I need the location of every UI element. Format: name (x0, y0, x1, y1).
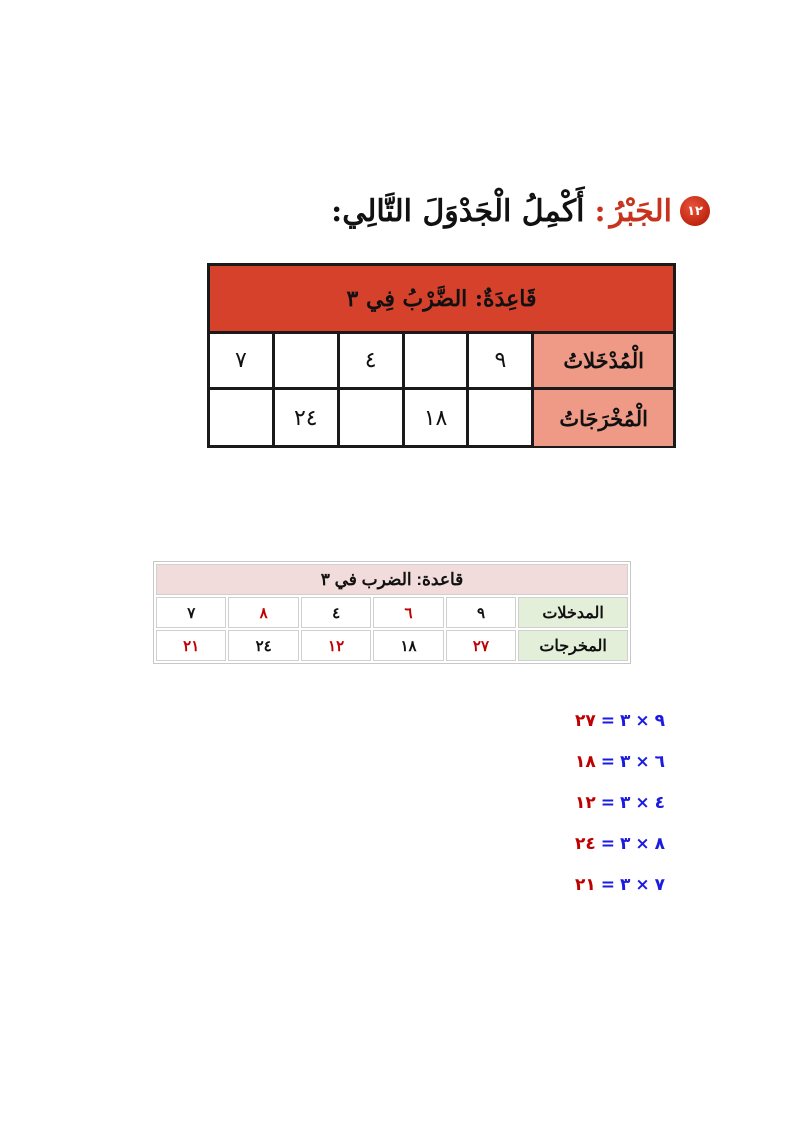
textbook-inputs-label: الْمُدْخَلاتُ (531, 334, 673, 387)
textbook-output-cell (337, 390, 402, 446)
equation-line (540, 823, 665, 864)
textbook-function-table (207, 263, 676, 448)
answer-inputs-label: المدخلات (518, 597, 628, 628)
answer-output-cell: ١٨ (373, 630, 443, 661)
textbook-output-cell (210, 390, 272, 446)
equation-input: ٤ (654, 792, 665, 813)
answer-function-table (153, 561, 631, 664)
equation-result: ٢١ (574, 874, 596, 895)
textbook-input-cell: ٩ (466, 334, 531, 387)
textbook-output-cell (466, 390, 531, 446)
textbook-input-cell (272, 334, 337, 387)
answer-outputs-label: المخرجات (518, 630, 628, 661)
equation-multiplier: ٣ (619, 874, 631, 895)
equation-input: ٧ (654, 874, 665, 895)
textbook-rule-header: قَاعِدَةٌ: الضَّرْبُ فِي ٣ (210, 266, 673, 334)
equation-result: ١٢ (574, 792, 596, 813)
answer-output-cell-filled: ٢١ (156, 630, 226, 661)
equations-list (540, 700, 665, 905)
equation-equals: = (600, 751, 615, 772)
equation-line (540, 741, 665, 782)
equation-input: ٩ (654, 710, 665, 731)
answer-output-cell-filled: ١٢ (301, 630, 371, 661)
question-number-badge: ١٢ (680, 196, 710, 226)
question-separator: : (594, 193, 606, 229)
equation-multiplier: ٣ (619, 833, 631, 854)
equation-result: ٢٤ (574, 833, 596, 854)
equation-equals: = (600, 874, 615, 895)
answer-output-cell-filled: ٢٧ (446, 630, 516, 661)
equation-times: × (635, 874, 650, 895)
answer-rule-row (156, 564, 628, 595)
question-topic: الجَبْرُ (609, 193, 672, 229)
equation-times: × (635, 751, 650, 772)
answer-input-cell: ٩ (446, 597, 516, 628)
equation-times: × (635, 710, 650, 731)
textbook-outputs-row (210, 390, 673, 446)
equation-times: × (635, 833, 650, 854)
answer-inputs-row (156, 597, 628, 628)
question-instruction: أَكْمِلُ الْجَدْوَلَ التَّالِي: (331, 193, 585, 229)
equation-line (540, 782, 665, 823)
equation-equals: = (600, 710, 615, 731)
textbook-input-cell: ٤ (337, 334, 402, 387)
equation-result: ٢٧ (574, 710, 596, 731)
question-heading (330, 186, 710, 236)
equation-input: ٦ (654, 751, 665, 772)
equation-result: ١٨ (574, 751, 596, 772)
equation-times: × (635, 792, 650, 813)
textbook-outputs-label: الْمُخْرَجَاتُ (531, 390, 673, 446)
equation-multiplier: ٣ (619, 751, 631, 772)
answer-output-cell: ٢٤ (228, 630, 298, 661)
equation-equals: = (600, 792, 615, 813)
answer-input-cell: ٧ (156, 597, 226, 628)
answer-input-cell: ٤ (301, 597, 371, 628)
textbook-inputs-row (210, 334, 673, 390)
answer-input-cell-filled: ٨ (228, 597, 298, 628)
textbook-output-cell: ١٨ (402, 390, 467, 446)
textbook-output-cell: ٢٤ (272, 390, 337, 446)
answer-rule-header: قاعدة: الضرب في ٣ (156, 564, 628, 595)
equation-line (540, 700, 665, 741)
equation-multiplier: ٣ (619, 792, 631, 813)
equation-input: ٨ (654, 833, 665, 854)
equation-line (540, 864, 665, 905)
textbook-input-cell: ٧ (235, 348, 247, 373)
equation-multiplier: ٣ (619, 710, 631, 731)
equation-equals: = (600, 833, 615, 854)
answer-outputs-row (156, 630, 628, 661)
answer-input-cell-filled: ٦ (373, 597, 443, 628)
textbook-input-cell (402, 334, 467, 387)
